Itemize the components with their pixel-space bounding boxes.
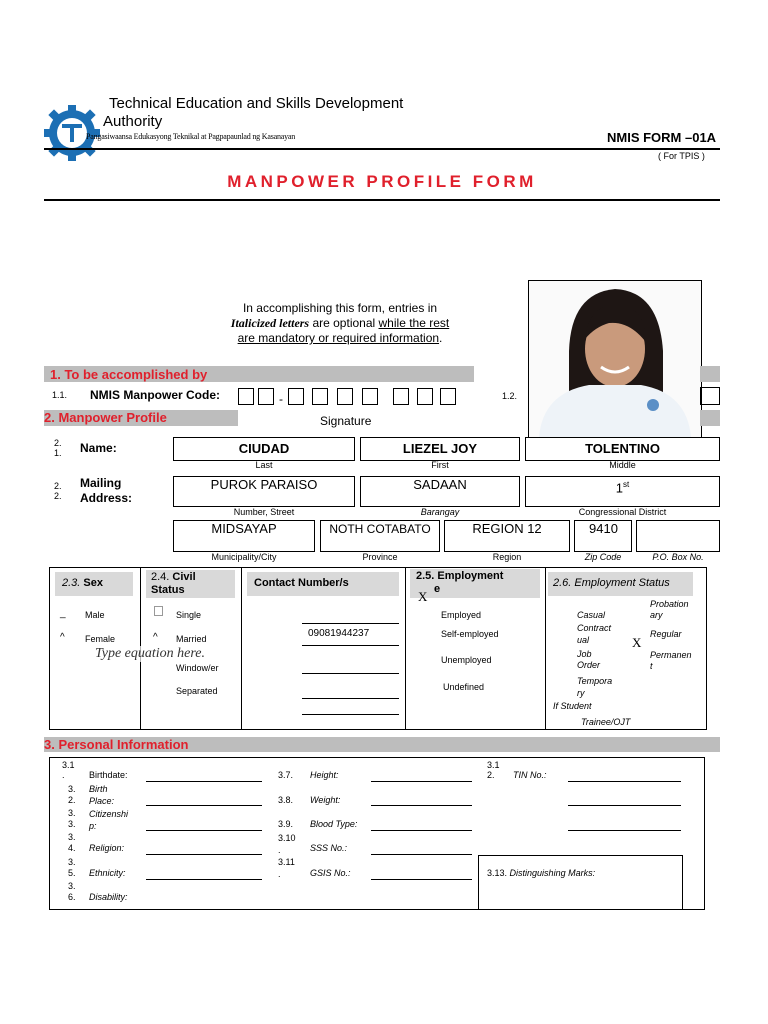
birthplace-line[interactable] — [146, 805, 262, 806]
weight-label: Weight: — [310, 795, 341, 805]
num-3-7: 3.7. — [278, 770, 294, 780]
height-label: Height: — [310, 770, 339, 780]
height-line[interactable] — [371, 781, 472, 782]
emp-temporary[interactable]: Tempora ry — [577, 676, 613, 698]
birthdate-line[interactable] — [146, 781, 262, 782]
civil-separated-label: Separated — [176, 686, 218, 696]
title-rule — [44, 199, 720, 201]
sex-male-label: Male — [85, 610, 105, 620]
sex-title: 2.3. Sex — [62, 577, 103, 589]
form-code: NMIS FORM –01A — [607, 130, 717, 145]
sex-male-checkbox[interactable]: ​_ — [60, 608, 66, 619]
province-label: Province — [362, 552, 398, 562]
emp-if-student: If Student — [553, 701, 592, 711]
form-for: ( For TPIS ) — [658, 151, 705, 161]
tin-label: TIN No.: — [513, 770, 547, 780]
ethnicity-label: Ethnicity: — [89, 868, 126, 878]
num-3-10: 3.10 . — [278, 833, 296, 855]
employment-mark: X — [418, 589, 428, 604]
contact-line-3 — [302, 673, 399, 674]
equation-placeholder: Type equation here. — [95, 646, 206, 661]
section3-title: 3. Personal Information — [44, 737, 189, 752]
code-box-2[interactable] — [258, 388, 274, 405]
gsis-line[interactable] — [371, 879, 472, 880]
ethnicity-line[interactable] — [146, 879, 262, 880]
num-3-8: 3.8. — [278, 795, 294, 805]
emp-permanent[interactable]: Permanen t — [650, 650, 692, 671]
tin-line[interactable] — [568, 781, 681, 782]
contact-line-5 — [302, 714, 399, 715]
civil-single-label: Single — [176, 610, 202, 620]
first-label: First — [431, 460, 449, 470]
mailing-label: Mailing Address: — [80, 476, 133, 505]
district-field[interactable]: 1st — [525, 476, 720, 507]
name-num: 2. 1. — [54, 438, 62, 458]
pobox-field[interactable] — [636, 520, 720, 552]
blood-label: Blood Type: — [310, 819, 358, 829]
last-name-field[interactable]: CIUDAD — [173, 437, 355, 461]
divider-3 — [405, 567, 406, 730]
num-3-5: 3. 5. — [68, 857, 76, 878]
divider-2 — [241, 567, 242, 730]
zip-field[interactable]: 9410 — [574, 520, 632, 552]
section1-title: 1. To be accomplished by — [50, 367, 208, 382]
religion-label: Religion: — [89, 843, 125, 853]
civil-married-checkbox[interactable]: ^ — [153, 632, 158, 643]
citizenship-line[interactable] — [146, 830, 262, 831]
agency-filipino-name: Pangasiwaansa Edukasyong Teknikal at Pagpapaunlad ng Kasanayan — [86, 132, 296, 141]
sex-female-checkbox[interactable]: ^ — [60, 632, 65, 643]
blood-line[interactable] — [371, 830, 472, 831]
agency-name-line2: Authority — [103, 113, 163, 130]
num-3-3: 3. 3. — [68, 808, 76, 829]
num-3-11: 3.11 . — [278, 857, 295, 879]
employment-undefined[interactable]: Undefined — [443, 682, 485, 692]
street-label: Number, Street — [233, 507, 295, 517]
civil-single-checkbox[interactable] — [154, 606, 163, 616]
emp-contractual[interactable]: Contract ual — [577, 623, 612, 645]
citizenship-label: Citizenshi p: — [89, 809, 129, 831]
applicant-photo — [528, 280, 702, 438]
employment-self-employed[interactable]: Self-employed — [441, 629, 499, 639]
employment-unemployed[interactable]: Unemployed — [441, 655, 492, 665]
last-label: Last — [255, 460, 273, 470]
contact-line-4 — [302, 698, 399, 699]
first-name-field[interactable]: LIEZEL JOY — [360, 437, 520, 461]
birthdate-label: Birthdate: — [89, 770, 128, 780]
tin-line-3[interactable] — [568, 830, 681, 831]
emp-probationary[interactable]: Probation ary — [650, 599, 689, 620]
contact-line-1 — [302, 623, 399, 624]
section1-item2-num: 1.2. — [502, 391, 518, 401]
code-box-8[interactable] — [417, 388, 433, 405]
distinguishing-marks-label: 3.13. Distinguishing Marks: — [487, 868, 596, 878]
emp-job-order[interactable]: Job Order — [577, 649, 601, 670]
contact-title: Contact Number/s — [254, 577, 349, 589]
code-box-5[interactable] — [337, 388, 353, 405]
header-rule — [44, 148, 720, 150]
distinguishing-marks-box[interactable] — [478, 855, 683, 910]
street-field[interactable]: PUROK PARAISO — [173, 476, 355, 507]
region-field[interactable]: REGION 12 — [444, 520, 570, 552]
num-3-1: 3.1 . — [62, 760, 75, 780]
agency-name: Technical Education and Skills Development — [109, 95, 404, 112]
num-3-4: 3. 4. — [68, 832, 76, 853]
code-box-4[interactable] — [312, 388, 328, 405]
instructions: In accomplishing this form, entries in Italicized letters are optional while the rest are mandatory or required information. — [230, 301, 450, 345]
tin-line-2[interactable] — [568, 805, 681, 806]
num-3-9: 3.9. — [278, 819, 294, 829]
code-box-7[interactable] — [393, 388, 409, 405]
code-dash: - — [279, 392, 283, 406]
code-box-1[interactable] — [238, 388, 254, 405]
municipality-field[interactable]: MIDSAYAP — [173, 520, 315, 552]
emp-trainee[interactable]: Trainee/OJT — [581, 717, 631, 727]
employment-employed[interactable]: Employed — [441, 610, 482, 620]
code-box-6[interactable] — [362, 388, 378, 405]
section1-bar-right — [700, 366, 720, 382]
middle-name-field[interactable]: TOLENTINO — [525, 437, 720, 461]
num-3-12: 3.1 2. — [487, 760, 500, 780]
item2-field[interactable] — [700, 387, 720, 405]
pobox-label: P.O. Box No. — [652, 552, 704, 562]
gsis-label: GSIS No.: — [310, 868, 351, 878]
municipality-label: Municipality/City — [211, 552, 277, 562]
num-3-6: 3. 6. — [68, 881, 76, 902]
zip-label: Zip Code — [584, 552, 622, 562]
emp-regular[interactable]: Regular — [650, 629, 682, 639]
civil-widow-label: Window/er — [176, 663, 219, 673]
mailing-num: 2. 2. — [54, 481, 62, 501]
barangay-label: Barangay — [420, 507, 460, 517]
form-title: MANPOWER PROFILE FORM — [227, 172, 537, 191]
code-box-9[interactable] — [440, 388, 456, 405]
district-label: Congressional District — [578, 507, 667, 517]
region-label: Region — [492, 552, 522, 562]
manpower-code-label: NMIS Manpower Code: — [90, 388, 221, 402]
contact-number[interactable]: 09081944237 — [308, 628, 370, 639]
birthplace-label: Birth Place: — [89, 784, 115, 806]
disability-label: Disability: — [89, 892, 128, 902]
sex-female-label: Female — [85, 634, 116, 644]
sss-label: SSS No.: — [310, 843, 348, 853]
weight-line[interactable] — [371, 805, 472, 806]
employment-title: 2.5. Employment e — [416, 570, 504, 595]
divider-4 — [545, 567, 546, 730]
contact-line-2 — [302, 645, 399, 646]
section2-title: 2. Manpower Profile — [44, 410, 167, 425]
sss-line[interactable] — [371, 854, 472, 855]
province-field[interactable]: NOTH COTABATO — [320, 520, 440, 552]
emp-status-title: 2.6. Employment Status — [553, 577, 670, 589]
civil-married-label: Married — [176, 634, 207, 644]
section2-bar-right — [700, 410, 720, 426]
emp-casual[interactable]: Casual — [577, 610, 606, 620]
civil-title: 2.4. Civil Status — [151, 571, 196, 596]
num-3-2: 3. 2. — [68, 784, 76, 805]
religion-line[interactable] — [146, 854, 262, 855]
emp-status-mark: X — [632, 635, 642, 650]
code-box-3[interactable] — [288, 388, 304, 405]
middle-label: Middle — [609, 460, 636, 470]
barangay-field[interactable]: SADAAN — [360, 476, 520, 507]
section1-item-num: 1.1. — [52, 390, 68, 400]
name-label: Name: — [80, 441, 117, 455]
signature-label: Signature — [320, 414, 372, 428]
